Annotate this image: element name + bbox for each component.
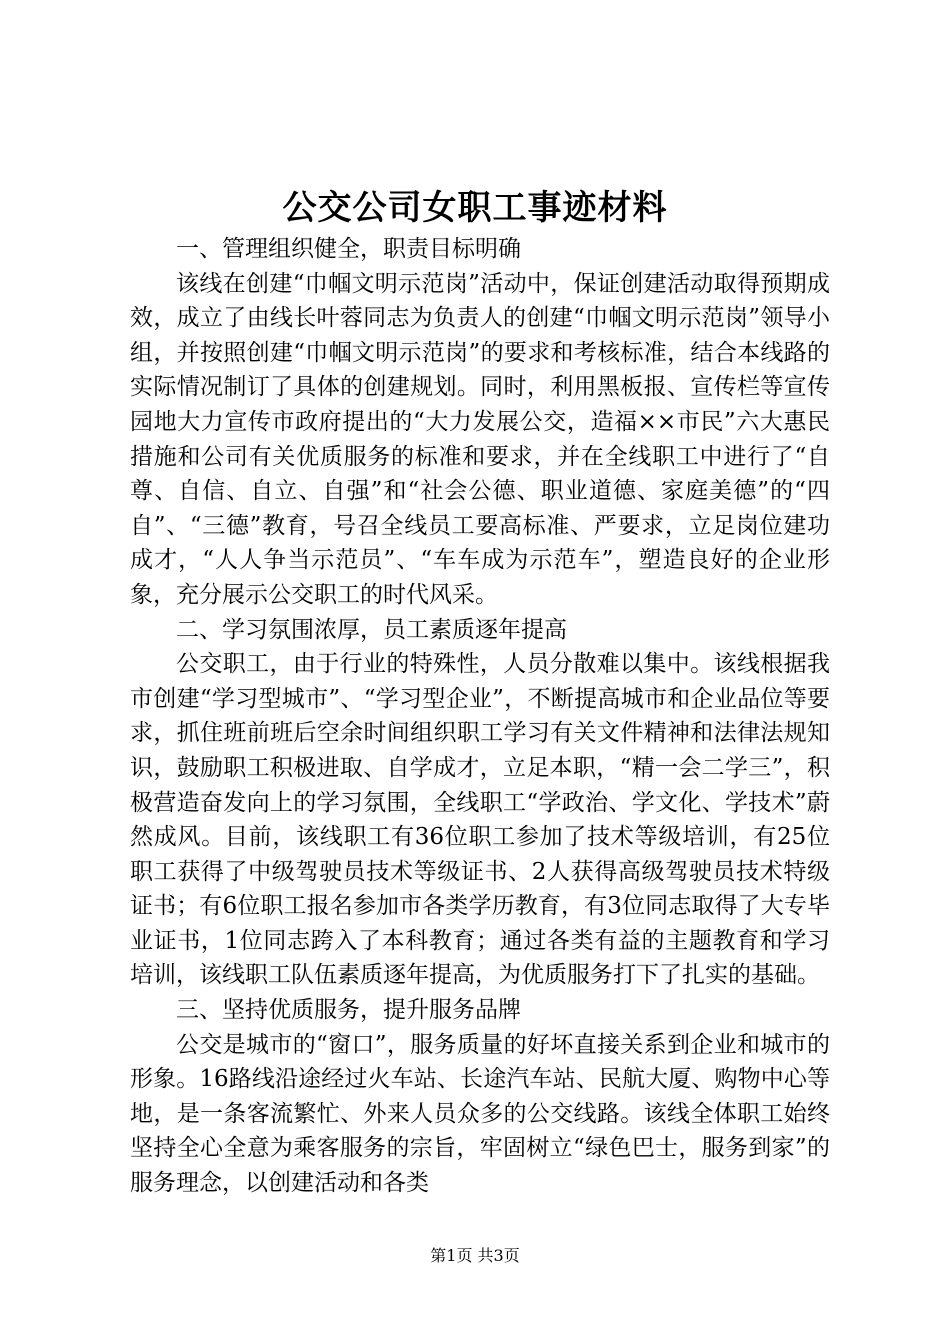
section-heading-1: 一、管理组织健全，职责目标明确 bbox=[176, 236, 521, 262]
section-paragraph-1: 该线在创建“巾帼文明示范岗”活动中，保证创建活动取得预期成效，成立了由线长叶蓉同志为负责人的创建“巾帼文明示范岗”领导小组，并按照创建“巾帼文明示范岗”的要求和考核标准，结合本线路的实际情况制订了具体的创建规划。同时，利用黑板报、宣传栏等宣传园地大力宣传市政府提出的“大力发展公交，造福××市民”六大惠民措施和公司有关优质服务的标准和要求，并在全线职工中进行了“自尊、自信、自立、自强”和“社会公德、职业道德、家庭美德”的“四自”、“三德”教育，号召全线员工要高标准、严要求，立足岗位建功成才，“人人争当示范员”、“车车成为示范车”，塑造良好的企业形象，充分展示公交职工的时代风采。 bbox=[130, 270, 830, 608]
section-heading-3: 三、坚持优质服务，提升服务品牌 bbox=[176, 997, 521, 1024]
section-heading-2: 二、学习氛围浓厚，员工素质逐年提高 bbox=[176, 616, 567, 643]
document-title: 公交公司女职工事迹材料 bbox=[282, 188, 668, 228]
document-body bbox=[130, 232, 830, 1201]
section-paragraph-3: 公交是城市的“窗口”，服务质量的好坏直接关系到企业和城市的形象。16路线沿途经过火车站、长途汽车站、民航大厦、购物中心等地，是一条客流繁忙、外来人员众多的公交线路。该线全体职工始终坚持全心全意为乘客服务的宗旨，牢固树立“绿色巴士，服务到家”的服务理念，以创建活动和各类 bbox=[130, 1031, 830, 1197]
page-footer: 第1页 共3页 bbox=[430, 1246, 520, 1265]
section-paragraph-2: 公交职工，由于行业的特殊性，人员分散难以集中。该线根据我市创建“学习型城市”、“学习型企业”，不断提高城市和企业品位等要求，抓住班前班后空余时间组织职工学习有关文件精神和法律法规知识，鼓励职工积极进取、自学成才，立足本职，“精一会二学三”，积极营造奋发向上的学习氛围，全线职工“学政治、学文化、学技术”蔚然成风。目前，该线职工有36位职工参加了技术等级培训，有25位职工获得了中级驾驶员技术等级证书、2人获得高级驾驶员技术特级证书；有6位职工报名参加市各类学历教育，有3位同志取得了大专毕业证书，1位同志跨入了本科教育；通过各类有益的主题教育和学习培训，该线职工队伍素质逐年提高，为优质服务打下了扎实的基础。 bbox=[130, 651, 830, 989]
